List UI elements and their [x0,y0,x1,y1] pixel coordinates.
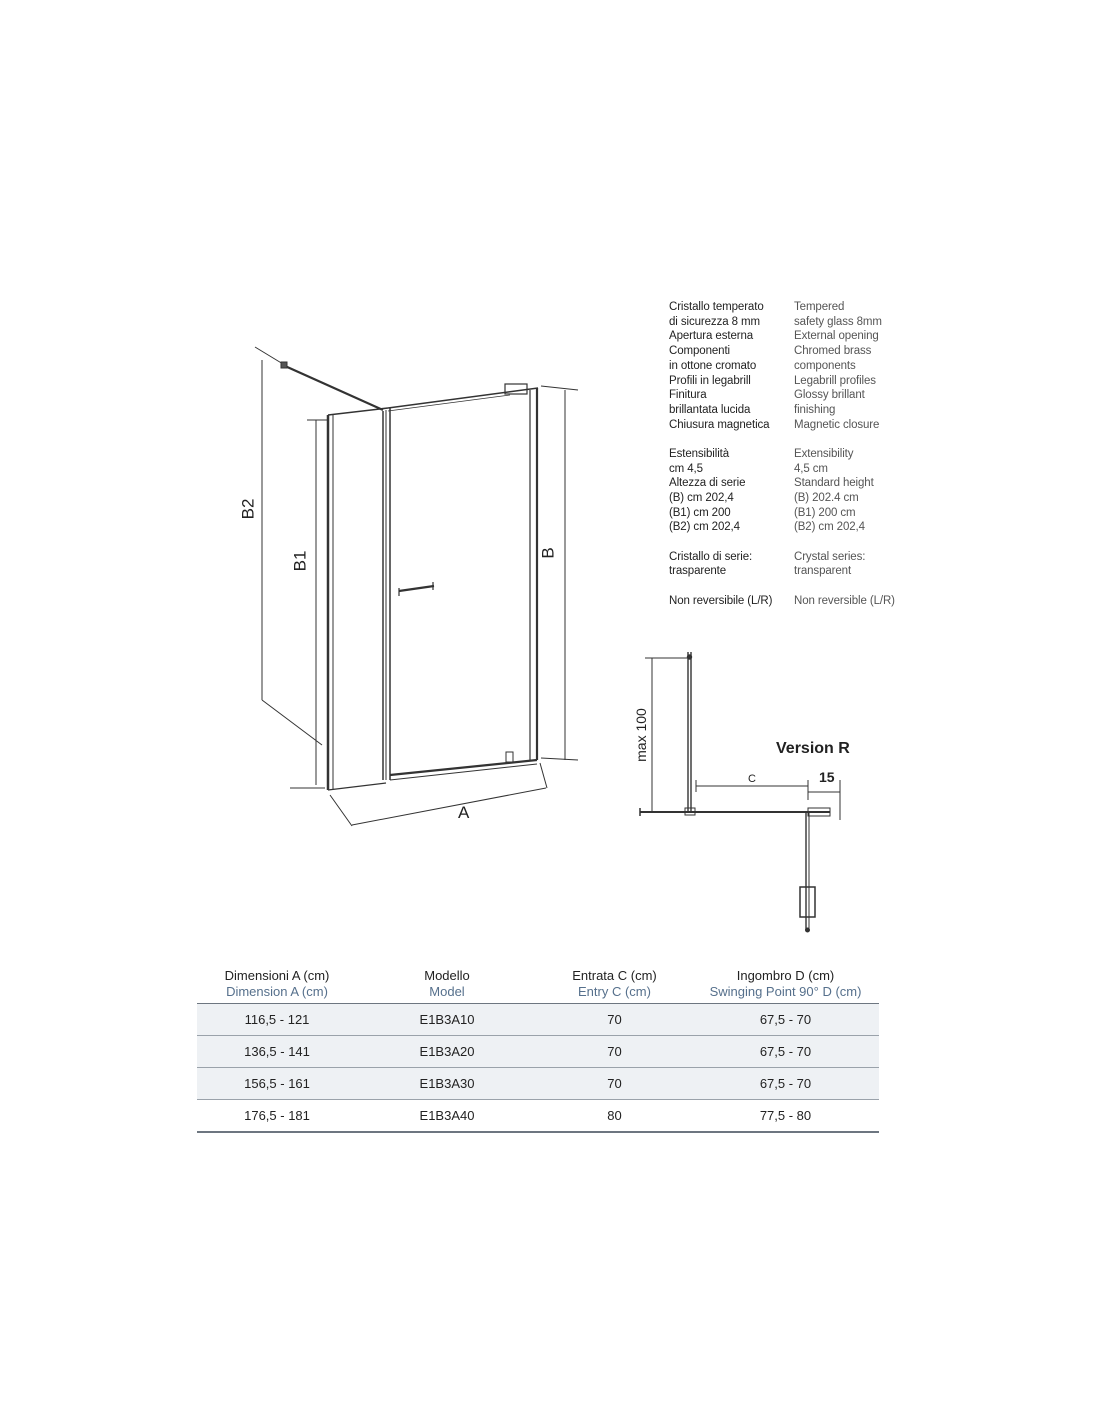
label-c: C [748,773,756,785]
label-a: A [458,803,470,822]
label-max-100: max 100 [632,708,649,762]
header-entry-c: Entrata C (cm) Entry C (cm) [537,966,692,1004]
header-dimension-a: Dimensioni A (cm) Dimension A (cm) [197,966,357,1004]
label-b: B [538,547,558,559]
door-panel [388,384,538,780]
table-row: 136,5 - 141 E1B3A20 70 67,5 - 70 [197,1036,879,1068]
specs-english: Tempered safety glass 8mm External opening Chromed brass components Legabrill profiles Glossy brillant finishing Magnetic closure Extensibility 4,5 cm Standard height (B) 202.4 cm (B1) 200 cm (B2) cm 202,4 Crystal series: transparent Non reversible (L/R) [794,301,895,607]
table-row: 156,5 - 161 E1B3A30 70 67,5 - 70 [197,1068,879,1100]
dimensions-table [197,966,879,1133]
header-swinging-point-d: Ingombro D (cm) Swinging Point 90° D (cm) [692,966,879,1004]
a-dimension-line [352,788,546,825]
table-row: 176,5 - 181 E1B3A40 80 77,5 - 80 [197,1100,879,1133]
header-model: Modello Model [357,966,537,1004]
table-header-row [197,966,879,1004]
fixed-panel [328,408,388,790]
plan-view-drawing [630,640,860,940]
support-bar [285,366,383,410]
specs-italian: Cristallo temperato di sicurezza 8 mm Apertura esterna Componenti in ottone cromato Profili in legabrill Finitura brillantata lucida Chiusura magnetica Estensibilità cm 4,5 Altezza di serie (B) cm 202,4 (B1) cm 200 (B2) cm 202,4 Cristallo di serie: trasparente Non reversibile (L/R) [669,301,773,607]
plan-title: Version R [776,740,850,757]
label-b2: B2 [238,498,258,520]
shower-door-drawing [0,0,620,860]
label-b1: B1 [290,550,310,572]
table-row: 116,5 - 121 E1B3A10 70 67,5 - 70 [197,1004,879,1036]
label-15: 15 [819,769,835,785]
door-handle [399,582,434,596]
